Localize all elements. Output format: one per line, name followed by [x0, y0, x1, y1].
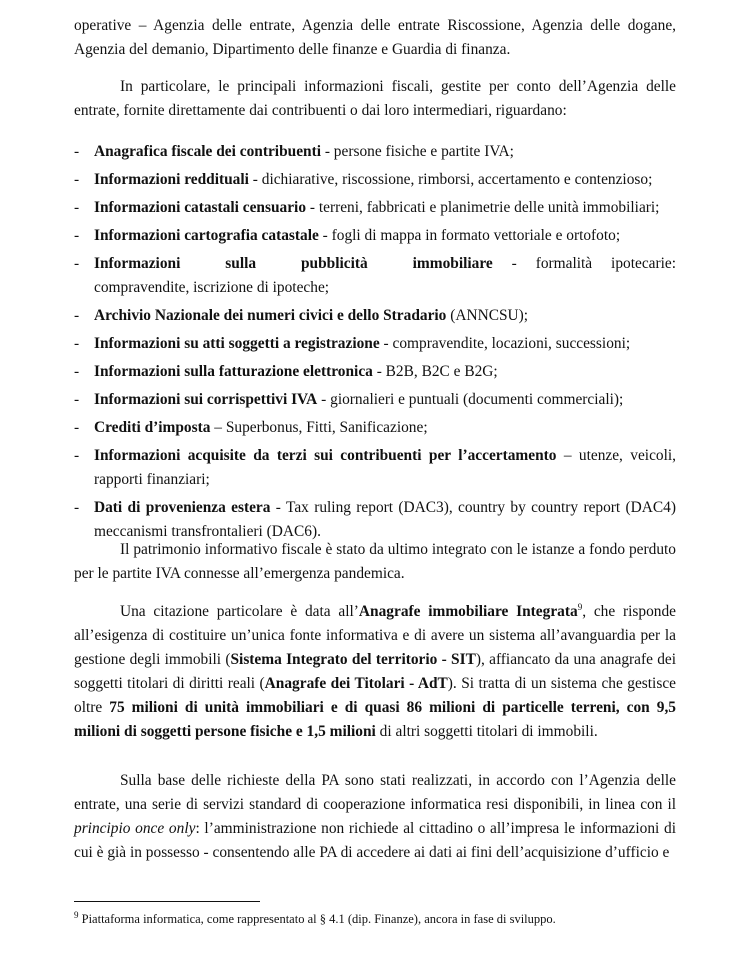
footnote-mark: 9	[74, 909, 79, 920]
text-run: Sulla base delle richieste della PA sono stati realizzati, in accordo con l’Agenzia delle entrate, una serie di servizi standard di cooperazione informatica resi disponibili, in linea con il	[74, 772, 676, 813]
list-item-text: – Superbonus, Fitti, Sanificazione;	[210, 419, 428, 436]
list-item: - Informazioni su atti soggetti a registrazione - compravendite, locazioni, successioni;	[74, 335, 631, 352]
text-run: Una citazione particolare è data all’	[120, 603, 359, 620]
list-item: - Dati di provenienza estera - Tax ruling report (DAC3), country by country report (DAC4) meccanismi transfrontalieri (DAC6).	[74, 499, 676, 540]
list-item-bold: Informazioni sui corrispettivi IVA	[94, 391, 318, 408]
text-run: : l’amministrazione non richiede al cittadino o all’impresa le informazioni di cui è già in possesso - consentendo alle PA di accedere ai dati ai fini dell’acquisizione d’ufficio e	[74, 820, 677, 861]
list-item-bold: Informazioni acquisite da terzi sui contribuenti per l’accertamento	[94, 447, 557, 464]
list-item-bold: Informazioni cartografia catastale	[94, 227, 319, 244]
paragraph-intro-continuation: operative – Agenzia delle entrate, Agenzia delle entrate Riscossione, Agenzia delle dogane, Agenzia del demanio, Dipartimento delle finanze e Guardia di finanza.	[74, 17, 676, 58]
list-item-text: (ANNCSU);	[446, 307, 529, 324]
list-item-bold: Informazioni reddituali	[94, 171, 249, 188]
paragraph-principali-informazioni: In particolare, le principali informazioni fiscali, gestite per conto dell’Agenzia delle entrate, fornite direttamente dai contribuenti o dai loro intermediari, riguardano:	[74, 78, 676, 119]
paragraph-patrimonio-informativo: Il patrimonio informativo fiscale è stato da ultimo integrato con le istanze a fondo perduto per le partite IVA connesse all’emergenza pandemica.	[74, 541, 676, 582]
list-item-text: - formalità ipotecarie: compravendite, iscrizione di ipoteche;	[94, 255, 676, 296]
list-item: - Informazioni reddituali - dichiarative, riscossione, rimborsi, accertamento e contenzioso;	[74, 171, 653, 188]
paragraph-anagrafe-immobiliare	[74, 600, 676, 744]
list-item-bold: Informazioni sulla pubblicità immobiliare	[94, 255, 493, 272]
list-item-text: - giornalieri e puntuali (documenti commerciali);	[317, 391, 624, 408]
list-item-text: – utenze, veicoli, rapporti finanziari;	[94, 447, 676, 488]
list-item: - Informazioni sui corrispettivi IVA - giornalieri e puntuali (documenti commerciali);	[74, 391, 624, 408]
bold-run: Anagrafe dei Titolari - AdT	[264, 675, 448, 692]
list-item: - Informazioni acquisite da terzi sui contribuenti per l’accertamento – utenze, veicoli, rapporti finanziari;	[74, 447, 676, 488]
list-item-bold: Archivio Nazionale dei numeri civici e dello Stradario	[94, 307, 447, 324]
text-run: di altri soggetti titolari di immobili.	[375, 723, 598, 740]
text-run: , che risponde all’esigenza di costituire un’unica fonte informativa e di avere un sistema all’avanguardia per la gestione degli immobili (	[74, 603, 676, 668]
bold-run: Anagrafe immobiliare Integrata	[358, 603, 578, 620]
list-item-bold: Informazioni sulla fatturazione elettronica	[94, 363, 373, 380]
list-item-text: - dichiarative, riscossione, rimborsi, accertamento e contenzioso;	[248, 171, 653, 188]
footnote-text: Piattaforma informatica, come rappresentato al § 4.1 (dip. Finanze), ancora in fase di sviluppo.	[78, 912, 556, 926]
list-item-text: - persone fisiche e partite IVA;	[320, 143, 514, 160]
list-item: - Informazioni sulla pubblicità immobiliare - formalità ipotecarie: compravendite, iscrizione di ipoteche;	[74, 255, 676, 296]
footnote-divider	[74, 901, 260, 902]
list-item: - Informazioni sulla fatturazione elettronica - B2B, B2C e B2G;	[74, 363, 498, 380]
list-item-bold: Informazioni catastali censuario	[94, 199, 307, 216]
list-item: - Crediti d’imposta – Superbonus, Fitti, Sanificazione;	[74, 419, 428, 436]
list-item: - Archivio Nazionale dei numeri civici e dello Stradario (ANNCSU);	[74, 307, 529, 324]
list-item-bold: Informazioni su atti soggetti a registrazione	[94, 335, 380, 352]
paragraph-servizi-cooperazione	[74, 769, 676, 865]
text-run: ). Si tratta di un sistema che gestisce oltre	[74, 675, 676, 716]
italic-run: principio once only	[74, 820, 196, 837]
list-item-bold: Crediti d’imposta	[94, 419, 211, 436]
list-item-text: - fogli di mappa in formato vettoriale e ortofoto;	[318, 227, 621, 244]
list-item-text: - terreni, fabbricati e planimetrie delle unità immobiliari;	[306, 199, 660, 216]
list-item-bold: Anagrafica fiscale dei contribuenti	[94, 143, 321, 160]
list-item-text: - compravendite, locazioni, successioni;	[379, 335, 631, 352]
bold-run: 75 milioni di unità immobiliari e di quasi 86 milioni di particelle terreni, con 9,5 milioni di soggetti persone fisiche e 1,5 milioni	[74, 699, 676, 740]
bold-run: Sistema Integrato del territorio - SIT	[230, 651, 476, 668]
footnote	[74, 911, 556, 927]
list-item-bold: Dati di provenienza estera	[94, 499, 271, 516]
list-item-text: - B2B, B2C e B2G;	[372, 363, 498, 380]
footnote-ref: 9	[577, 601, 583, 612]
informazioni-fiscali-list	[74, 140, 676, 548]
list-item: - Informazioni cartografia catastale - fogli di mappa in formato vettoriale e ortofoto;	[74, 227, 621, 244]
list-item: - Informazioni catastali censuario - terreni, fabbricati e planimetrie delle unità immobiliari;	[74, 199, 660, 216]
text-run: ), affiancato da una anagrafe dei soggetti titolari di diritti reali (	[74, 651, 677, 692]
list-item-text: - Tax ruling report (DAC3), country by country report (DAC4) meccanismi transfrontalieri (DAC6).	[94, 499, 676, 540]
list-item: - Anagrafica fiscale dei contribuenti - persone fisiche e partite IVA;	[74, 143, 514, 160]
